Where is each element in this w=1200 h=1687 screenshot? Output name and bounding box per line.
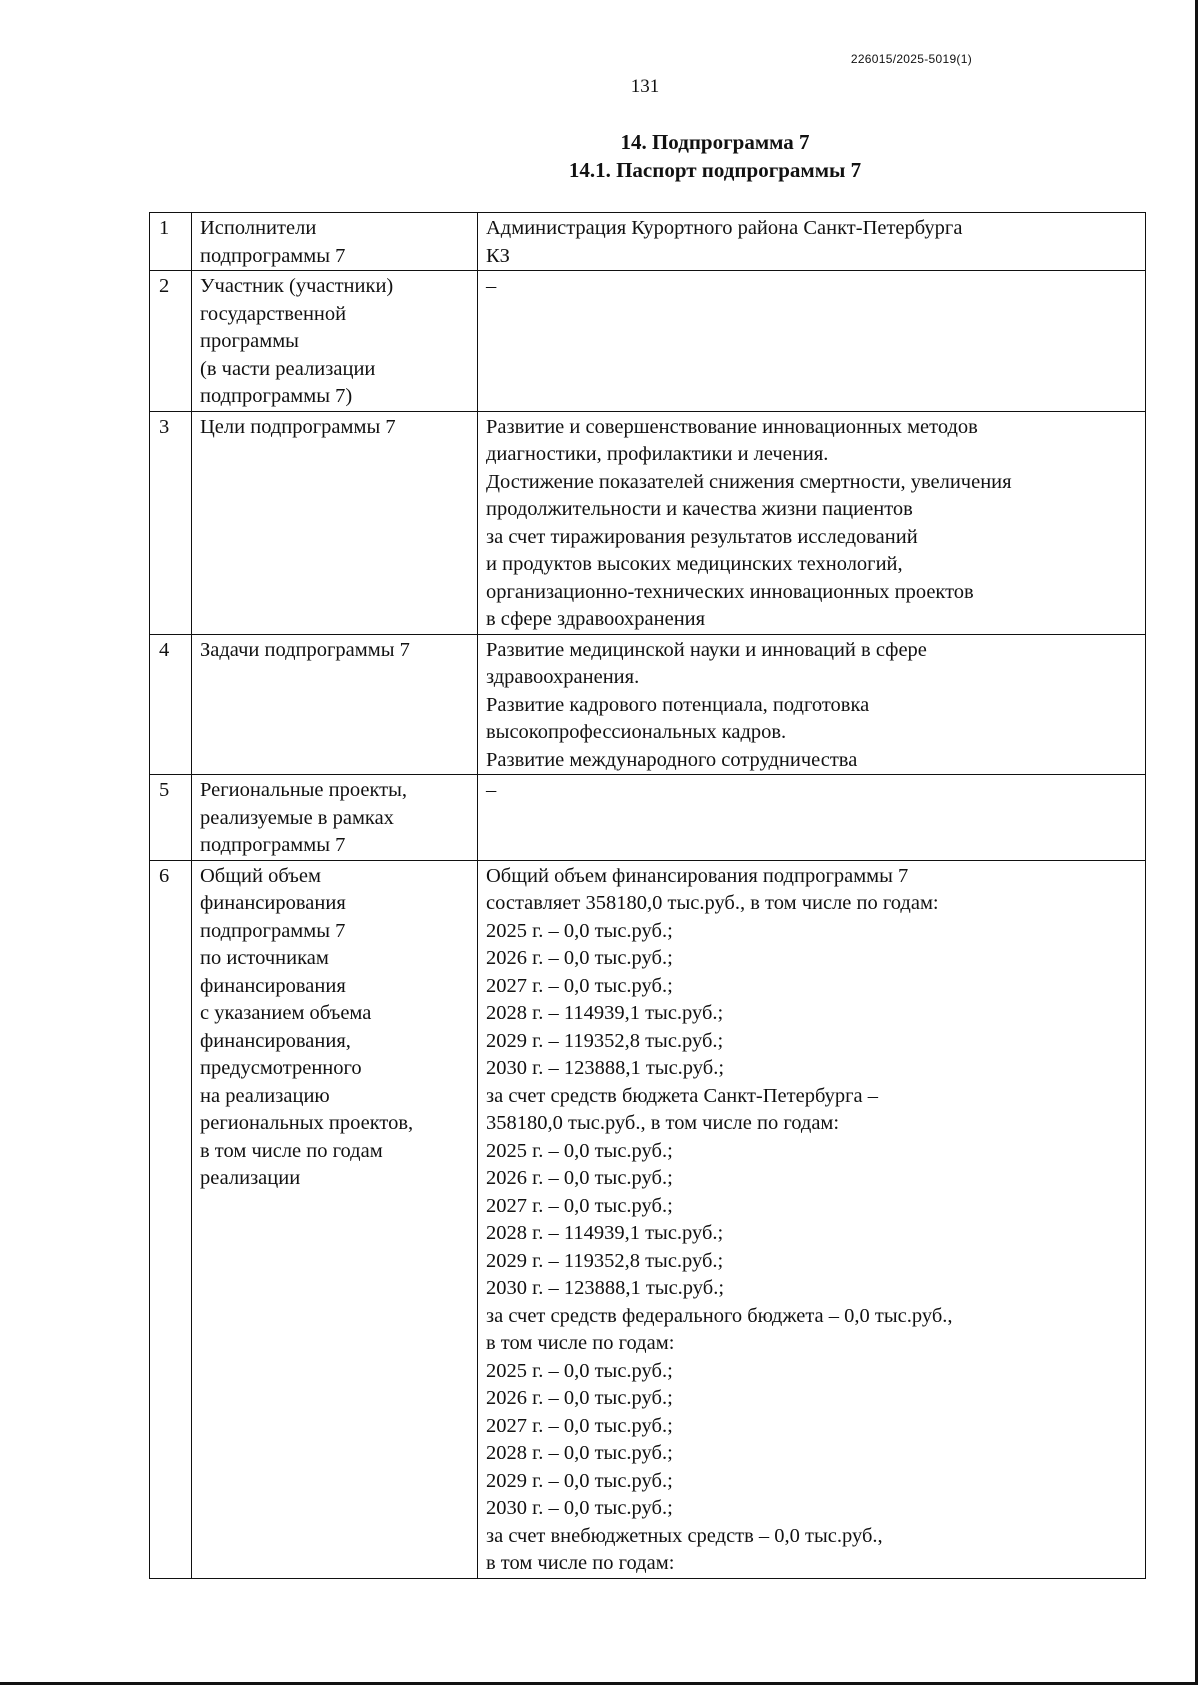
value-line: 2026 г. – 0,0 тыс.руб.;	[486, 1387, 673, 1409]
label-line: на реализацию	[200, 1084, 330, 1107]
label-line: реализуемые в рамках	[200, 806, 394, 829]
row-label	[192, 775, 478, 861]
value-line: 2029 г. – 119352,8 тыс.руб.;	[486, 1249, 724, 1272]
label-line: Участник (участники)	[200, 275, 394, 297]
row-value	[478, 213, 1146, 271]
section-subtitle: 14.1. Паспорт подпрограммы 7	[568, 158, 862, 182]
label-line: предусмотренного	[200, 1057, 362, 1079]
table-row	[150, 271, 1146, 412]
value-line: 2030 г. – 0,0 тыс.руб.;	[486, 1497, 673, 1519]
value-line: в том числе по годам:	[486, 1332, 675, 1354]
passport-table	[149, 212, 1146, 1579]
value-line: –	[486, 275, 497, 297]
table-row	[150, 775, 1146, 861]
row-value	[478, 411, 1146, 634]
value-line: за счет тиражирования результатов исследований	[486, 525, 918, 548]
row-value	[478, 634, 1146, 775]
value-line: 2028 г. – 0,0 тыс.руб.;	[486, 1442, 673, 1464]
label-line: Цели подпрограммы 7	[200, 415, 396, 438]
label-line: программы	[200, 330, 299, 352]
value-line: 2030 г. – 123888,1 тыс.руб.;	[486, 1057, 725, 1079]
label-line: с указанием объема	[200, 1002, 372, 1024]
value-line: и продуктов высоких медицинских технологий,	[486, 553, 903, 575]
label-line: подпрограммы 7	[200, 244, 346, 267]
value-line: высокопрофессиональных кадров.	[486, 721, 787, 743]
value-line: в том числе по годам:	[486, 1552, 675, 1574]
value-line: в сфере здравоохранения	[486, 608, 706, 630]
value-line: КЗ	[486, 244, 510, 267]
value-line: 2029 г. – 0,0 тыс.руб.;	[486, 1469, 673, 1492]
value-line: составляет 358180,0 тыс.руб., в том числе по годам:	[486, 892, 939, 914]
value-line: –	[486, 779, 497, 801]
value-line: 2025 г. – 0,0 тыс.руб.;	[486, 919, 673, 942]
label-line: финансирования	[200, 974, 346, 997]
label-line: Задачи подпрограммы 7	[200, 638, 410, 661]
value-line: за счет внебюджетных средств – 0,0 тыс.руб.,	[486, 1524, 883, 1547]
label-line: Общий объем	[200, 864, 321, 887]
label-line: Региональные проекты,	[200, 779, 408, 801]
row-number: 3	[150, 411, 192, 634]
value-line: Администрация Курортного района Санкт-Петербурга	[486, 217, 963, 239]
row-value	[478, 775, 1146, 861]
value-line: Достижение показателей снижения смертности, увеличения	[486, 470, 1012, 493]
row-label	[192, 860, 478, 1578]
label-line: подпрограммы 7)	[200, 385, 353, 407]
label-line: Исполнители	[200, 217, 317, 239]
value-line: 2026 г. – 0,0 тыс.руб.;	[486, 947, 673, 969]
label-line: реализации	[200, 1167, 301, 1189]
value-line: 2028 г. – 114939,1 тыс.руб.;	[486, 1002, 724, 1024]
value-line: за счет средств бюджета Санкт-Петербурга –	[486, 1084, 878, 1107]
label-line: финансирования,	[200, 1029, 351, 1052]
value-line: Развитие кадрового потенциала, подготовка	[486, 693, 870, 716]
value-line: за счет средств федерального бюджета – 0,0 тыс.руб.,	[486, 1304, 953, 1327]
row-number: 5	[150, 775, 192, 861]
value-line: 2029 г. – 119352,8 тыс.руб.;	[486, 1029, 724, 1052]
page-number: 131	[630, 76, 660, 97]
value-line: 2027 г. – 0,0 тыс.руб.;	[486, 974, 673, 997]
row-value	[478, 271, 1146, 412]
value-line: 2028 г. – 114939,1 тыс.руб.;	[486, 1222, 724, 1244]
label-line: по источникам	[200, 947, 329, 969]
row-number: 6	[150, 860, 192, 1578]
row-label	[192, 411, 478, 634]
row-label	[192, 213, 478, 271]
label-line: (в части реализации	[200, 357, 376, 380]
row-number: 1	[150, 213, 192, 271]
value-line: Развитие и совершенствование инновационных методов	[486, 415, 978, 438]
value-line: организационно-технических инновационных проектов	[486, 580, 974, 603]
value-line: продолжительности и качества жизни пациентов	[486, 498, 913, 520]
value-line: 2025 г. – 0,0 тыс.руб.;	[486, 1139, 673, 1162]
label-line: подпрограммы 7	[200, 919, 346, 942]
value-line: 2027 г. – 0,0 тыс.руб.;	[486, 1194, 673, 1217]
label-line: региональных проектов,	[200, 1112, 414, 1134]
value-line: диагностики, профилактики и лечения.	[486, 443, 829, 465]
table-row	[150, 860, 1146, 1578]
row-number: 2	[150, 271, 192, 412]
value-line: 2030 г. – 123888,1 тыс.руб.;	[486, 1277, 725, 1299]
row-value	[478, 860, 1146, 1578]
table-row	[150, 411, 1146, 634]
label-line: государственной	[200, 302, 347, 325]
value-line: 2025 г. – 0,0 тыс.руб.;	[486, 1359, 673, 1382]
label-line: в том числе по годам	[200, 1139, 383, 1162]
table-row	[150, 213, 1146, 271]
value-line: здравоохранения.	[486, 666, 640, 688]
document-number: 226015/2025-5019(1)	[850, 52, 972, 66]
row-label	[192, 634, 478, 775]
section-title: 14. Подпрограмма 7	[620, 130, 810, 154]
value-line: Развитие медицинской науки и инноваций в сфере	[486, 638, 927, 661]
label-line: подпрограммы 7	[200, 834, 346, 856]
value-line: 2026 г. – 0,0 тыс.руб.;	[486, 1167, 673, 1189]
row-label	[192, 271, 478, 412]
table-row	[150, 634, 1146, 775]
value-line: 2027 г. – 0,0 тыс.руб.;	[486, 1414, 673, 1437]
value-line: Развитие международного сотрудничества	[486, 748, 858, 771]
row-number: 4	[150, 634, 192, 775]
value-line: 358180,0 тыс.руб., в том числе по годам:	[486, 1112, 840, 1134]
value-line: Общий объем финансирования подпрограммы 7	[486, 864, 909, 887]
label-line: финансирования	[200, 892, 346, 914]
